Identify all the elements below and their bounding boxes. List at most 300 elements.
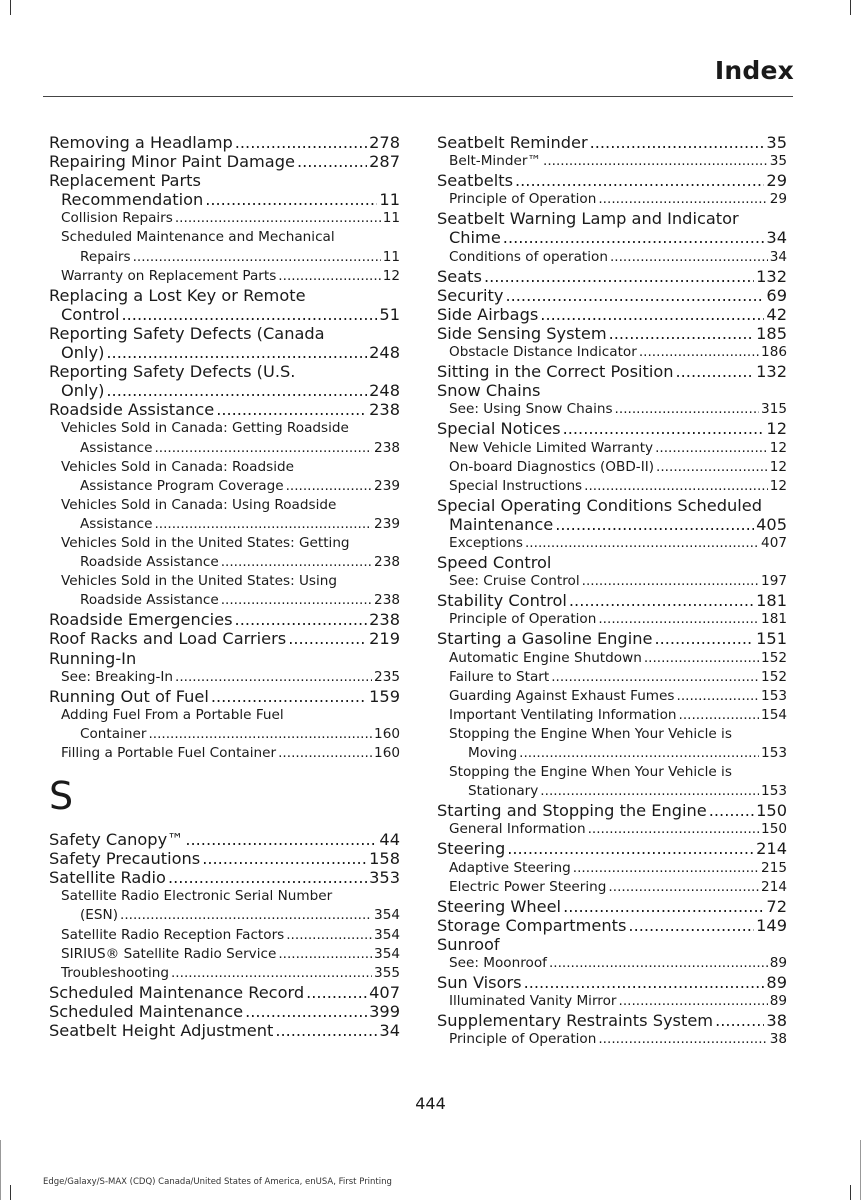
entry-page-number: 399: [369, 1001, 400, 1021]
entry-term: See: Breaking-In: [61, 668, 173, 685]
index-subentry: [437, 458, 787, 477]
entry-term: Running Out of Fuel: [49, 686, 209, 706]
dot-leader: [133, 248, 381, 267]
entry-page-number: 69: [766, 285, 787, 305]
entry-page-number: 185: [756, 323, 787, 343]
index-entry: [437, 362, 787, 381]
entry-page-number: 38: [766, 1011, 787, 1031]
entry-page-number: 153: [761, 783, 787, 800]
index-subentry: [49, 419, 400, 438]
entry-term: Adaptive Steering: [449, 859, 571, 876]
entry-term: Sunroof: [437, 934, 500, 954]
dot-leader: [168, 868, 367, 887]
index-subentry: [437, 706, 787, 725]
dot-leader: [221, 591, 372, 610]
index-entry: [49, 286, 400, 305]
entry-term: Maintenance: [449, 514, 554, 534]
index-subentry: [49, 439, 400, 458]
index-subentry: [437, 534, 787, 553]
footer-edition-note: Edge/Galaxy/S-MAX (CDQ) Canada/United States of America, enUSA, First Printing: [43, 1177, 392, 1187]
entry-term: Steering: [437, 839, 506, 859]
index-subentry: [437, 572, 787, 591]
index-subentry: [49, 744, 400, 763]
entry-term: New Vehicle Limited Warranty: [449, 439, 654, 456]
entry-term: Storage Compartments: [437, 915, 627, 935]
index-entry: [49, 629, 400, 648]
index-entry: [49, 381, 400, 400]
entry-page-number: 132: [756, 362, 787, 382]
index-subentry: [437, 992, 787, 1011]
index-subentry: [437, 190, 787, 209]
entry-page-number: 186: [761, 344, 787, 361]
entry-term: Electric Power Steering: [449, 878, 607, 895]
index-subentry: [49, 591, 400, 610]
dot-leader: [288, 629, 367, 648]
entry-term: Principle of Operation: [449, 1031, 597, 1048]
index-entry: [49, 849, 400, 868]
dot-leader: [211, 687, 367, 706]
entry-term: Vehicles Sold in Canada: Using Roadside: [61, 496, 337, 513]
dot-leader: [540, 782, 759, 801]
dot-leader: [676, 362, 755, 381]
entry-term: Filling a Portable Fuel Container: [61, 745, 277, 761]
dot-leader: [563, 419, 765, 438]
dot-leader: [505, 286, 764, 305]
dot-leader: [588, 820, 759, 839]
entry-term: Automatic Engine Shutdown: [449, 649, 642, 666]
index-subentry: [49, 945, 400, 964]
entry-term: Moving: [468, 745, 518, 761]
entry-term: Seats: [437, 266, 482, 286]
entry-term: Obstacle Distance Indicator: [449, 344, 637, 361]
page-number: 444: [415, 1094, 446, 1113]
entry-term: Steering Wheel: [437, 896, 562, 916]
entry-page-number: 153: [761, 687, 787, 704]
dot-leader: [619, 992, 768, 1011]
dot-leader: [563, 897, 764, 916]
entry-term: Container: [80, 725, 147, 742]
entry-page-number: 35: [769, 153, 787, 170]
dot-leader: [106, 343, 367, 362]
entry-page-number: 34: [379, 1021, 400, 1041]
dot-leader: [679, 706, 760, 725]
entry-term: On-board Diagnostics (OBD-II): [449, 458, 655, 475]
dot-leader: [148, 725, 372, 744]
entry-term: Satellite Radio Reception Factors: [61, 926, 285, 943]
index-subentry: [49, 572, 400, 591]
entry-term: Starting and Stopping the Engine: [437, 801, 707, 821]
entry-page-number: 181: [756, 591, 787, 611]
entry-term: Failure to Start: [449, 668, 550, 685]
entry-term: Seatbelt Warning Lamp and Indicator: [437, 209, 739, 229]
dot-leader: [507, 839, 754, 858]
entry-page-number: 214: [761, 878, 787, 895]
crop-mark-left-bottom: [0, 1140, 1, 1200]
entry-page-number: 44: [379, 830, 400, 850]
entry-page-number: 278: [369, 133, 400, 152]
index-entry: [437, 897, 787, 916]
entry-term: Stationary: [468, 783, 539, 800]
entry-term: See: Moonroof: [449, 955, 547, 972]
entry-term: Collision Repairs: [61, 210, 173, 227]
crop-mark-bottom-left: [10, 1185, 11, 1200]
entry-term: Roadside Assistance: [80, 592, 219, 609]
entry-page-number: 150: [761, 821, 787, 838]
index-subentry: [49, 906, 400, 925]
dot-leader: [235, 133, 367, 152]
index-subentry: [437, 859, 787, 878]
index-entry: [437, 381, 787, 400]
entry-page-number: 160: [374, 745, 400, 761]
dot-leader: [628, 916, 754, 935]
entry-term: Special Instructions: [449, 477, 583, 494]
entry-page-number: 214: [756, 839, 787, 859]
dot-leader: [519, 744, 759, 763]
dot-leader: [549, 954, 768, 973]
entry-term: Reporting Safety Defects (U.S.: [49, 362, 296, 382]
entry-term: SIRIUS® Satellite Radio Service: [61, 945, 277, 962]
entry-page-number: 354: [374, 945, 400, 962]
dot-leader: [598, 610, 759, 629]
index-entry: [437, 839, 787, 858]
index-entry: [437, 801, 787, 820]
entry-page-number: 197: [761, 573, 787, 590]
entry-term: Reporting Safety Defects (Canada: [49, 323, 325, 343]
index-subentry: [49, 706, 400, 725]
entry-page-number: 12: [769, 477, 787, 494]
entry-term: Assistance: [80, 515, 153, 532]
dot-leader: [286, 477, 372, 496]
page-title: Index: [714, 56, 794, 85]
dot-leader: [245, 1002, 367, 1021]
entry-page-number: 238: [374, 554, 400, 571]
dot-leader: [610, 248, 768, 267]
dot-leader: [106, 381, 367, 400]
index-subentry: [437, 248, 787, 267]
index-subentry: [49, 267, 400, 286]
dot-leader: [555, 515, 754, 534]
index-entry: [49, 343, 400, 362]
entry-page-number: 159: [369, 686, 400, 706]
entry-page-number: 407: [761, 534, 787, 551]
entry-page-number: 154: [761, 706, 787, 723]
entry-term: Vehicles Sold in the United States: Getting: [61, 534, 350, 551]
entry-term: Replacing a Lost Key or Remote: [49, 285, 306, 305]
entry-page-number: 29: [769, 191, 787, 208]
entry-term: Supplementary Restraints System: [437, 1011, 714, 1031]
entry-term: (ESN): [80, 907, 118, 924]
index-entry: [49, 324, 400, 343]
entry-term: Scheduled Maintenance: [49, 1001, 244, 1021]
entry-page-number: 407: [369, 982, 400, 1002]
entry-term: Assistance Program Coverage: [80, 477, 284, 494]
entry-term: Control: [61, 304, 120, 324]
entry-term: Scheduled Maintenance and Mechanical: [61, 229, 335, 246]
entry-page-number: 132: [756, 266, 787, 286]
index-subentry: [437, 649, 787, 668]
entry-page-number: 239: [374, 477, 400, 494]
index-subentry: [49, 496, 400, 515]
index-entry: [49, 133, 400, 152]
dot-leader: [540, 305, 764, 324]
entry-page-number: 35: [766, 133, 787, 152]
dot-leader: [543, 152, 768, 171]
entry-page-number: 160: [374, 725, 400, 742]
dot-leader: [573, 859, 759, 878]
dot-leader: [216, 400, 367, 419]
entry-page-number: 239: [374, 515, 400, 532]
entry-term: Side Airbags: [437, 304, 539, 324]
crop-mark-top-left: [10, 0, 11, 15]
index-entry: [437, 171, 787, 190]
index-entry: [49, 1002, 400, 1021]
title-divider: [43, 96, 793, 97]
entry-page-number: 29: [766, 171, 787, 191]
index-subentry: [49, 553, 400, 572]
entry-page-number: 238: [374, 592, 400, 609]
entry-term: General Information: [449, 821, 586, 838]
index-subentry: [49, 248, 400, 267]
entry-term: Safety Precautions: [49, 849, 201, 869]
index-subentry: [49, 515, 400, 534]
entry-term: Exceptions: [449, 534, 523, 551]
entry-page-number: 11: [382, 210, 400, 227]
entry-term: Roadside Assistance: [49, 400, 215, 420]
index-entry: [437, 133, 787, 152]
index-subentry: [437, 400, 787, 419]
entry-term: Important Ventilating Information: [449, 706, 677, 723]
entry-term: Snow Chains: [437, 381, 541, 401]
dot-leader: [525, 534, 759, 553]
index-column-left: [49, 133, 400, 1040]
index-entry: [437, 496, 787, 515]
entry-term: Vehicles Sold in Canada: Getting Roadside: [61, 420, 349, 437]
dot-leader: [654, 629, 754, 648]
entry-page-number: 287: [369, 152, 400, 172]
dot-leader: [205, 190, 377, 209]
crop-mark-bottom-right: [850, 1185, 851, 1200]
index-entry: [49, 649, 400, 668]
index-entry: [49, 1021, 400, 1040]
entry-page-number: 12: [769, 439, 787, 456]
index-entry: [49, 610, 400, 629]
entry-page-number: 238: [369, 610, 400, 630]
dot-leader: [202, 849, 367, 868]
entry-term: Vehicles Sold in the United States: Using: [61, 573, 338, 590]
index-subentry: [49, 668, 400, 687]
index-subentry: [437, 152, 787, 171]
entry-page-number: 149: [756, 915, 787, 935]
dot-leader: [584, 477, 768, 496]
entry-page-number: 355: [374, 964, 400, 981]
index-entry: [437, 267, 787, 286]
entry-term: Roadside Assistance: [80, 554, 219, 571]
dot-leader: [306, 983, 367, 1002]
entry-term: Side Sensing System: [437, 323, 607, 343]
entry-page-number: 72: [766, 896, 787, 916]
dot-leader: [644, 649, 759, 668]
entry-page-number: 238: [374, 439, 400, 456]
entry-page-number: 12: [382, 267, 400, 284]
entry-page-number: 12: [766, 419, 787, 439]
entry-page-number: 11: [382, 248, 400, 265]
dot-leader: [709, 801, 754, 820]
entry-page-number: 315: [761, 401, 787, 418]
index-subentry: [49, 534, 400, 553]
entry-term: Only): [61, 381, 105, 401]
entry-page-number: 11: [379, 190, 400, 210]
left-entries-after: [49, 830, 400, 1040]
index-entry: [437, 305, 787, 324]
right-entries: [437, 133, 787, 1050]
entry-term: Special Operating Conditions Scheduled: [437, 495, 763, 515]
dot-leader: [582, 572, 759, 591]
index-subentry: [437, 610, 787, 629]
dot-leader: [515, 171, 764, 190]
entry-term: Starting a Gasoline Engine: [437, 629, 653, 649]
dot-leader: [171, 964, 372, 983]
index-subentry: [49, 477, 400, 496]
index-subentry: [49, 964, 400, 983]
entry-term: Adding Fuel From a Portable Fuel: [61, 706, 284, 723]
index-entry: [437, 228, 787, 247]
entry-page-number: 150: [756, 801, 787, 821]
dot-leader: [185, 830, 377, 849]
index-entry: [49, 171, 400, 190]
dot-leader: [656, 458, 768, 477]
index-entry: [49, 190, 400, 209]
index-entry: [437, 629, 787, 648]
entry-term: Conditions of operation: [449, 248, 608, 265]
entry-term: Running-In: [49, 648, 137, 668]
dot-leader: [639, 343, 759, 362]
index-entry: [437, 935, 787, 954]
entry-page-number: 42: [766, 304, 787, 324]
index-entry: [437, 419, 787, 438]
entry-term: See: Cruise Control: [449, 573, 580, 590]
entry-page-number: 34: [766, 228, 787, 248]
entry-term: Removing a Headlamp: [49, 133, 233, 152]
dot-leader: [655, 439, 768, 458]
entry-term: Illuminated Vanity Mirror: [449, 993, 617, 1010]
entry-term: Sun Visors: [437, 973, 522, 993]
dot-leader: [503, 228, 765, 247]
index-subentry: [437, 954, 787, 973]
section-letter: S: [49, 774, 74, 819]
dot-leader: [278, 267, 380, 286]
entry-term: Chime: [449, 228, 501, 248]
index-subentry: [49, 926, 400, 945]
dot-leader: [175, 209, 381, 228]
entry-term: Stopping the Engine When Your Vehicle is: [449, 725, 732, 742]
entry-term: Scheduled Maintenance Record: [49, 982, 305, 1002]
crop-mark-top-right: [850, 0, 851, 15]
index-subentry: [49, 228, 400, 247]
index-entry: [437, 515, 787, 534]
index-entry: [49, 400, 400, 419]
entry-page-number: 215: [761, 859, 787, 876]
index-subentry: [437, 820, 787, 839]
entry-page-number: 152: [761, 649, 787, 666]
entry-page-number: 38: [769, 1031, 787, 1048]
entry-page-number: 151: [756, 629, 787, 649]
index-entry: [49, 868, 400, 887]
entry-term: Stability Control: [437, 591, 567, 611]
entry-term: Satellite Radio: [49, 868, 166, 888]
dot-leader: [120, 906, 372, 925]
entry-page-number: 405: [756, 514, 787, 534]
index-entry: [437, 591, 787, 610]
entry-term: Repairing Minor Paint Damage: [49, 152, 295, 172]
entry-term: Seatbelt Reminder: [437, 133, 588, 152]
entry-term: Belt-Minder™: [449, 153, 541, 170]
left-entries-before: [49, 133, 400, 763]
entry-term: Security: [437, 285, 504, 305]
dot-leader: [615, 400, 760, 419]
dot-leader: [677, 687, 760, 706]
entry-page-number: 354: [374, 926, 400, 943]
index-entry: [437, 916, 787, 935]
index-subentry: [437, 477, 787, 496]
index-subentry: [437, 763, 787, 782]
entry-page-number: 181: [761, 611, 787, 628]
index-subentry: [437, 343, 787, 362]
index-subentry: [49, 209, 400, 228]
index-entry: [437, 553, 787, 572]
entry-term: Sitting in the Correct Position: [437, 362, 674, 382]
dot-leader: [154, 439, 372, 458]
index-entry: [49, 152, 400, 171]
entry-term: Safety Canopy™: [49, 830, 184, 850]
dot-leader: [609, 324, 754, 343]
dot-leader: [598, 1030, 767, 1049]
entry-term: Seatbelt Height Adjustment: [49, 1021, 274, 1041]
index-entry: [437, 209, 787, 228]
index-entry: [49, 983, 400, 1002]
index-subentry: [437, 782, 787, 801]
entry-page-number: 354: [374, 907, 400, 924]
dot-leader: [278, 744, 372, 763]
dot-leader: [235, 610, 368, 629]
dot-leader: [551, 668, 759, 687]
entry-page-number: 353: [369, 868, 400, 888]
entry-page-number: 248: [369, 381, 400, 401]
entry-term: Troubleshooting: [61, 964, 169, 981]
entry-term: See: Using Snow Chains: [449, 401, 613, 418]
entry-page-number: 153: [761, 745, 787, 761]
dot-leader: [278, 945, 372, 964]
index-entry: [49, 830, 400, 849]
index-subentry: [49, 887, 400, 906]
index-entry: [49, 687, 400, 706]
dot-leader: [715, 1011, 764, 1030]
entry-page-number: 248: [369, 343, 400, 363]
entry-term: Warranty on Replacement Parts: [61, 267, 277, 284]
index-entry: [437, 286, 787, 305]
dot-leader: [608, 878, 759, 897]
entry-page-number: 152: [761, 668, 787, 685]
index-entry: [437, 324, 787, 343]
dot-leader: [598, 190, 767, 209]
entry-page-number: 158: [369, 849, 400, 869]
entry-page-number: 51: [379, 304, 400, 324]
entry-page-number: 219: [369, 629, 400, 649]
entry-term: Speed Control: [437, 553, 552, 573]
entry-term: Special Notices: [437, 419, 561, 439]
entry-term: Replacement Parts: [49, 171, 201, 191]
dot-leader: [484, 267, 754, 286]
index-entry: [49, 362, 400, 381]
